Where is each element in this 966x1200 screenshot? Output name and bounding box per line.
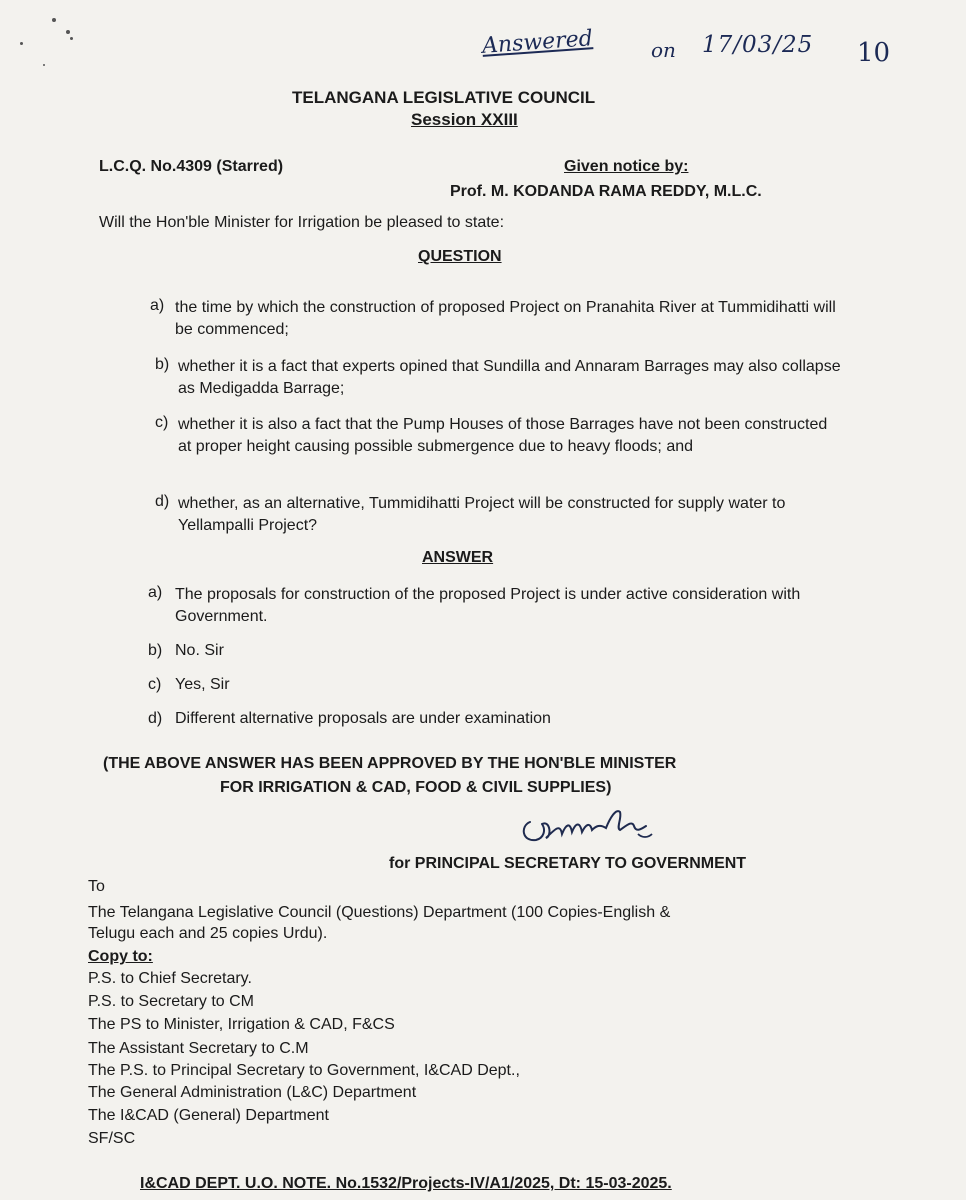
uo-note-reference: I&CAD DEPT. U.O. NOTE. No.1532/Projects-IV/A1/2025, Dt: 15-03-2025. [140, 1175, 672, 1192]
copy-to-item: The PS to Minister, Irrigation & CAD, F&CS [88, 1016, 395, 1033]
answer-item-text: No. Sir [175, 642, 224, 659]
question-item-label: a) [150, 297, 165, 314]
session-label: Session XXIII [411, 110, 518, 129]
signature-image [516, 800, 666, 850]
signatory-designation: for PRINCIPAL SECRETARY TO GOVERNMENT [389, 855, 747, 872]
answer-item-text: Yes, Sir [175, 676, 230, 693]
question-heading: QUESTION [418, 248, 502, 265]
answered-word: Answered [481, 26, 594, 59]
to-label: To [88, 878, 105, 895]
member-name: Prof. M. KODANDA RAMA REDDY, M.L.C. [450, 183, 762, 200]
question-item-text: whether it is also a fact that the Pump Houses of those Barrages have not been constructed at proper height causing possible submergence due to heavy floods; and [178, 416, 828, 455]
given-notice-label: Given notice by: [564, 158, 689, 175]
copy-to-item: The Assistant Secretary to C.M [88, 1040, 309, 1057]
question-number: L.C.Q. No.4309 (Starred) [99, 158, 284, 175]
copy-to-label: Copy to: [88, 948, 153, 965]
answer-item-label: c) [148, 676, 162, 693]
answer-item-text: The proposals for construction of the proposed Project is under active consideration with Government. [175, 586, 801, 625]
recipient-line-2: Telugu each and 25 copies Urdu). [88, 925, 328, 942]
recipient-line-1: The Telangana Legislative Council (Questions) Department (100 Copies-English & [88, 904, 671, 921]
page-number-handwritten: 10 [857, 38, 891, 68]
question-item-text: whether, as an alternative, Tummidihatti Project will be constructed for supply water to Yellampalli Project? [178, 495, 786, 534]
copy-to-item: The General Administration (L&C) Department [88, 1084, 417, 1101]
answer-item-label: b) [148, 642, 163, 659]
copy-to-item: The P.S. to Principal Secretary to Government, I&CAD Dept., [88, 1062, 520, 1079]
copy-to-item: P.S. to Secretary to CM [88, 993, 254, 1010]
intro-statement: Will the Hon'ble Minister for Irrigation be pleased to state: [99, 214, 505, 231]
council-title: TELANGANA LEGISLATIVE COUNCIL [292, 88, 596, 107]
answered-on-word: on [651, 38, 676, 62]
approval-line-2: FOR IRRIGATION & CAD, FOOD & CIVIL SUPPLIES) [220, 779, 612, 796]
question-item-label: d) [155, 493, 170, 510]
answer-heading: ANSWER [422, 549, 494, 566]
answer-item-label: d) [148, 710, 163, 727]
answer-item-text: Different alternative proposals are under examination [175, 710, 551, 727]
question-item-text: whether it is a fact that experts opined that Sundilla and Annaram Barrages may also collapse as Medigadda Barrage; [178, 358, 841, 397]
approval-line-1: (THE ABOVE ANSWER HAS BEEN APPROVED BY THE HON'BLE MINISTER [103, 755, 677, 772]
copy-to-item: SF/SC [88, 1130, 136, 1147]
copy-to-item: P.S. to Chief Secretary. [88, 970, 252, 987]
question-item-label: c) [155, 414, 169, 431]
question-item-label: b) [155, 356, 170, 373]
answered-date: 17/03/25 [702, 32, 814, 58]
answer-item-label: a) [148, 584, 163, 601]
question-item-text: the time by which the construction of proposed Project on Pranahita River at Tummidihatti will be commenced; [175, 299, 836, 338]
copy-to-item: The I&CAD (General) Department [88, 1107, 329, 1124]
